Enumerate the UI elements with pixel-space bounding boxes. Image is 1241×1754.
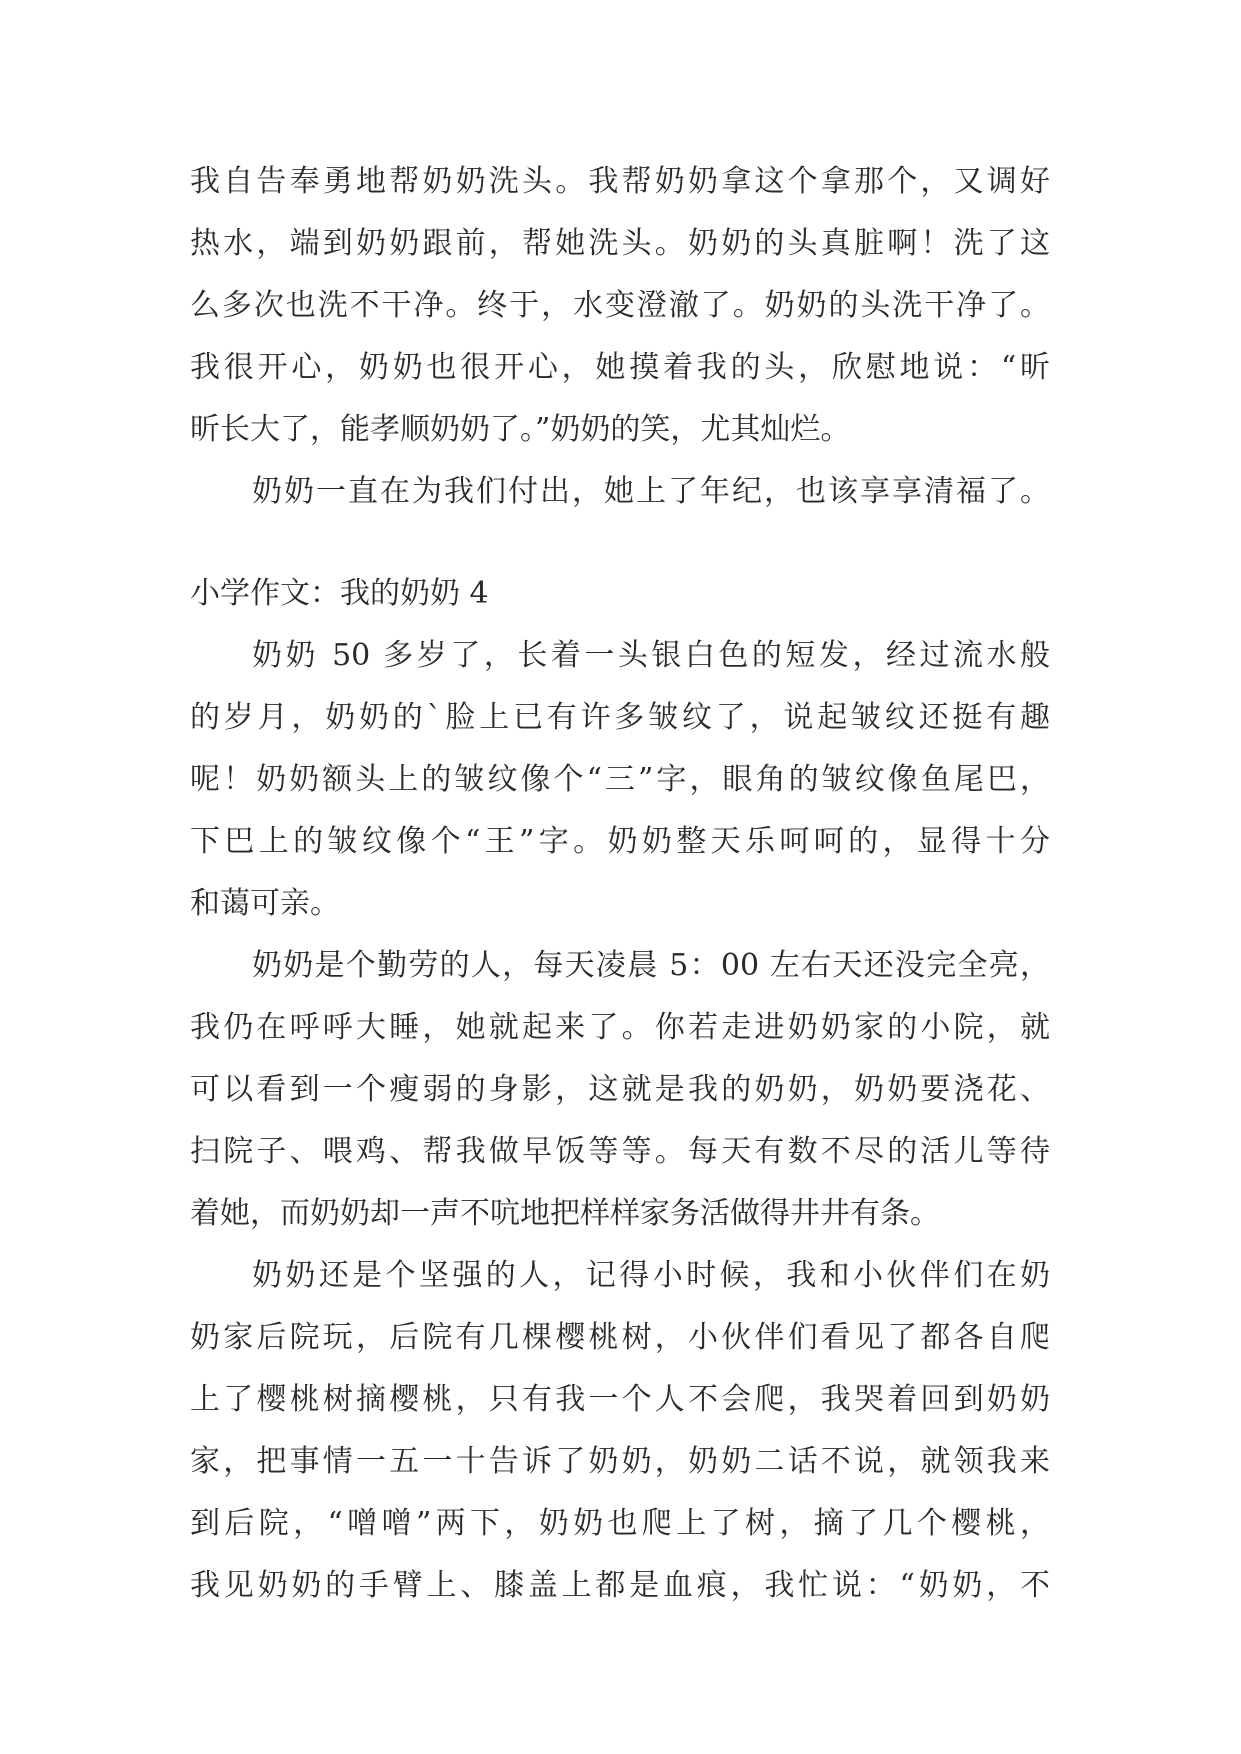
text-line: 热水，端到奶奶跟前，帮她洗头。奶奶的头真脏啊！洗了这 <box>190 226 1050 261</box>
text-line: 我见奶奶的手臂上、膝盖上都是血痕，我忙说：“奶奶，不 <box>190 1568 1050 1603</box>
text-line: 我仍在呼呼大睡，她就起来了。你若走进奶奶家的小院，就 <box>190 1010 1050 1045</box>
text-line: 奶奶还是个坚强的人，记得小时候，我和小伙伴们在奶 <box>252 1258 1050 1293</box>
text-line: 昕长大了，能孝顺奶奶了。”奶奶的笑，尤其灿烂。 <box>190 412 851 447</box>
closing-line: 奶奶一直在为我们付出，她上了年纪，也该享享清福了。 <box>252 474 1050 509</box>
text-line: 家，把事情一五一十告诉了奶奶，奶奶二话不说，就领我来 <box>190 1444 1050 1479</box>
text-line: 到后院，“噌噌”两下，奶奶也爬上了树，摘了几个樱桃， <box>190 1506 1050 1541</box>
text-line: 么多次也洗不干净。终于，水变澄澈了。奶奶的头洗干净了。 <box>190 288 1050 323</box>
text-line: 上了樱桃树摘樱桃，只有我一个人不会爬，我哭着回到奶奶 <box>190 1382 1050 1417</box>
text-line: 奶家后院玩，后院有几棵樱桃树，小伙伴们看见了都各自爬 <box>190 1320 1050 1355</box>
text-line: 和蔼可亲。 <box>190 886 340 921</box>
text-line: 奶奶是个勤劳的人，每天凌晨 5：00 左右天还没完全亮， <box>252 948 1050 983</box>
text-line: 可以看到一个瘦弱的身影，这就是我的奶奶，奶奶要浇花、 <box>190 1072 1050 1107</box>
essay-title: 小学作文：我的奶奶 4 <box>190 576 489 611</box>
text-line: 下巴上的皱纹像个“王”字。奶奶整天乐呵呵的，显得十分 <box>190 824 1050 859</box>
text-line: 呢！奶奶额头上的皱纹像个“三”字，眼角的皱纹像鱼尾巴， <box>190 762 1050 797</box>
text-line: 扫院子、喂鸡、帮我做早饭等等。每天有数不尽的活儿等待 <box>190 1134 1050 1169</box>
text-line: 我自告奉勇地帮奶奶洗头。我帮奶奶拿这个拿那个，又调好 <box>190 164 1050 199</box>
text-line: 的岁月，奶奶的`脸上已有许多皱纹了，说起皱纹还挺有趣 <box>190 700 1050 735</box>
text-line: 我很开心，奶奶也很开心，她摸着我的头，欣慰地说：“昕 <box>190 350 1050 385</box>
text-line: 奶奶 50 多岁了，长着一头银白色的短发，经过流水般 <box>252 638 1050 673</box>
text-line: 着她，而奶奶却一声不吭地把样样家务活做得井井有条。 <box>190 1196 940 1231</box>
